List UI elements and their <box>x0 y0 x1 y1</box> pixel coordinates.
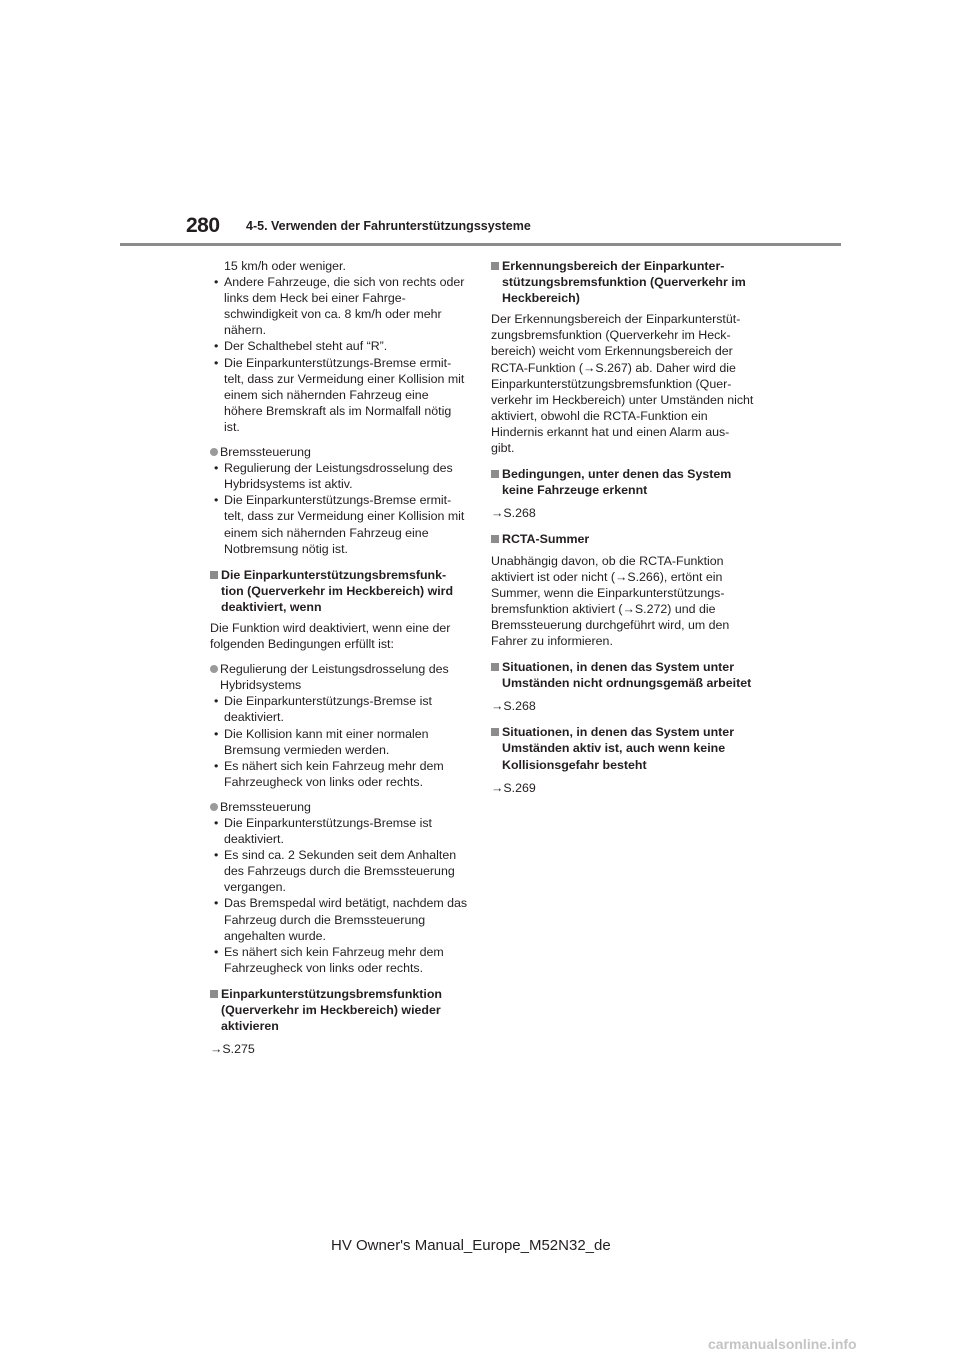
square-bullet-icon <box>491 535 499 543</box>
bullet-icon: • <box>214 493 219 508</box>
page-reference-link[interactable]: →S.275 <box>210 1042 255 1057</box>
right-column <box>491 258 756 796</box>
section-heading-unnecessary-activation <box>491 724 756 772</box>
circle-item-power-regulation <box>210 661 468 693</box>
bullet-text: Die Einparkunterstützungs-Bremse ermit- telt, dass zur Vermeidung einer Kollision mit einem sich nähernden Fahrzeug eine höhere Bremskraft als im Normalfall nötig ist. <box>224 355 465 434</box>
bullet-item <box>210 355 468 435</box>
bullet-text: Das Bremspedal wird betätigt, nachdem das Fahrzeug durch die Bremssteuerung angehalten wurde. <box>224 896 468 943</box>
page-number: 280 <box>186 214 220 237</box>
section-heading-text: Die Einparkunterstützungsbremsfunk- tion (Querverkehr im Heckbereich) wird deaktiviert, wenn <box>221 567 454 614</box>
bullet-text: Die Kollision kann mit einer normalen Bremsung vermieden werden. <box>224 726 429 757</box>
circle-item-text: Bremssteuerung <box>220 445 311 460</box>
square-bullet-icon <box>210 990 218 998</box>
bullet-text: Die Einparkunterstützungs-Bremse ist deaktiviert. <box>224 694 432 725</box>
circle-item-brake-control <box>210 799 468 815</box>
bullet-item <box>210 492 468 556</box>
square-bullet-icon <box>491 663 499 671</box>
watermark: carmanualsonline.info <box>708 1336 857 1352</box>
bullet-item <box>210 338 468 354</box>
bullet-text: Der Schalthebel steht auf “R”. <box>224 339 388 354</box>
square-bullet-icon <box>210 571 218 579</box>
section-heading-text: RCTA-Summer <box>502 532 590 547</box>
bullet-icon: • <box>214 816 219 830</box>
bullet-item <box>210 693 468 725</box>
square-bullet-icon <box>491 470 499 478</box>
bullet-icon: • <box>214 726 219 741</box>
circle-item-text: Bremssteuerung <box>220 799 311 814</box>
section-heading-rcta-buzzer <box>491 531 756 547</box>
bullet-text: Es sind ca. 2 Sekunden seit dem Anhalten des Fahrzeugs durch die Bremssteuerung vergangen. <box>224 848 457 895</box>
footer-manual-id: HV Owner's Manual_Europe_M52N32_de <box>331 1237 611 1254</box>
bullet-item <box>210 460 468 492</box>
bullet-icon: • <box>214 694 219 709</box>
bullet-icon: • <box>214 758 219 773</box>
bullet-icon: • <box>214 275 219 290</box>
page-reference-link[interactable]: →S.268 <box>491 506 536 521</box>
section-heading-text: Bedingungen, unter denen das System keine Fahrzeuge erkennt <box>502 467 732 498</box>
bullet-item <box>210 726 468 758</box>
bullet-text: Andere Fahrzeuge, die sich von rechts oder links dem Heck bei einer Fahrge- schwindigkeit von ca. 8 km/h oder mehr nähern. <box>224 275 465 338</box>
section-heading-text: Situationen, in denen das System unter Umständen nicht ordnungsgemäß arbeitet <box>502 660 752 691</box>
paragraph: Der Erkennungsbereich der Einparkunterstüt- zungsbremsfunktion (Querverkehr im Heck- bereich) weicht vom Erkennungsbereich der RCTA-Funktion (→S.267) ab. Daher wird die Einparkunterstützungsbremsfunktion (Quer- verkehr im Heckbereich) unter Umständen nicht aktiviert, obwohl die RCTA-Funktion ein Hindernis erkannt hat und einen Alarm aus- gibt. <box>491 312 754 456</box>
bullet-item <box>210 944 468 976</box>
bullet-text: Es nähert sich kein Fahrzeug mehr dem Fahrzeugheck von links oder rechts. <box>224 944 444 975</box>
bullet-icon: • <box>214 461 219 476</box>
page-reference-link[interactable]: →S.268 <box>491 699 536 714</box>
bullet-icon: • <box>214 896 219 911</box>
circle-bullet-icon <box>210 448 218 456</box>
bullet-icon: • <box>214 339 219 354</box>
circle-item-text: Regulierung der Leistungsdrosselung des Hybridsystems <box>220 662 449 693</box>
square-bullet-icon <box>491 262 499 270</box>
bullet-icon: • <box>214 355 219 370</box>
bullet-text: Regulierung der Leistungsdrosselung des Hybridsystems ist aktiv. <box>224 461 453 492</box>
bullet-text: Die Einparkunterstützungs-Bremse ermit- telt, dass zur Vermeidung einer Kollision mit einem sich nähernden Fahrzeug eine Notbremsung nötig ist. <box>224 493 465 556</box>
section-heading-text: Einparkunterstützungsbremsfunktion (Querverkehr im Heckbereich) wieder aktivieren <box>221 986 442 1034</box>
continued-text: 15 km/h oder weniger. <box>224 259 346 273</box>
section-heading-text: Erkennungsbereich der Einparkunter- stützungsbremsfunktion (Querverkehr im Heckbereich) <box>502 259 746 306</box>
circle-bullet-icon <box>210 665 218 673</box>
section-heading-text: Situationen, in denen das System unter Umständen aktiv ist, auch wenn keine Kollisionsgefahr besteht <box>502 725 735 772</box>
bullet-text: Die Einparkunterstützungs-Bremse ist deaktiviert. <box>224 816 432 847</box>
bullet-item <box>210 895 468 943</box>
section-heading-reactivate <box>210 986 468 1034</box>
page-reference-link[interactable]: →S.269 <box>491 780 536 795</box>
bullet-text: Es nähert sich kein Fahrzeug mehr dem Fahrzeugheck von links oder rechts. <box>224 758 444 789</box>
section-heading-malfunction <box>491 659 756 691</box>
chapter-title: 4-5. Verwenden der Fahrunterstützungssysteme <box>246 219 531 233</box>
bullet-icon: • <box>214 944 219 959</box>
section-heading-detection-range <box>491 258 756 306</box>
circle-item-brake-control <box>210 444 468 460</box>
bullet-item <box>210 815 468 847</box>
paragraph: Unabhängig davon, ob die RCTA-Funktion aktiviert ist oder nicht (→S.266), ertönt ein Summer, wenn die Einparkunterstützungs- bremsfunktion aktiviert (→S.272) und die Bremssteuerung durchgeführt wird, um den Fahrer zu informieren. <box>491 553 730 648</box>
bullet-icon: • <box>214 848 219 863</box>
bullet-item <box>210 274 468 338</box>
bullet-item <box>210 758 468 790</box>
bullet-item <box>210 847 468 895</box>
section-heading-conditions <box>491 466 756 498</box>
left-column <box>210 258 468 1057</box>
square-bullet-icon <box>491 728 499 736</box>
circle-bullet-icon <box>210 803 218 811</box>
section-heading-deactivation <box>210 567 468 615</box>
paragraph: Die Funktion wird deaktiviert, wenn eine der folgenden Bedingungen erfüllt ist: <box>210 620 451 652</box>
header-divider <box>120 243 841 246</box>
